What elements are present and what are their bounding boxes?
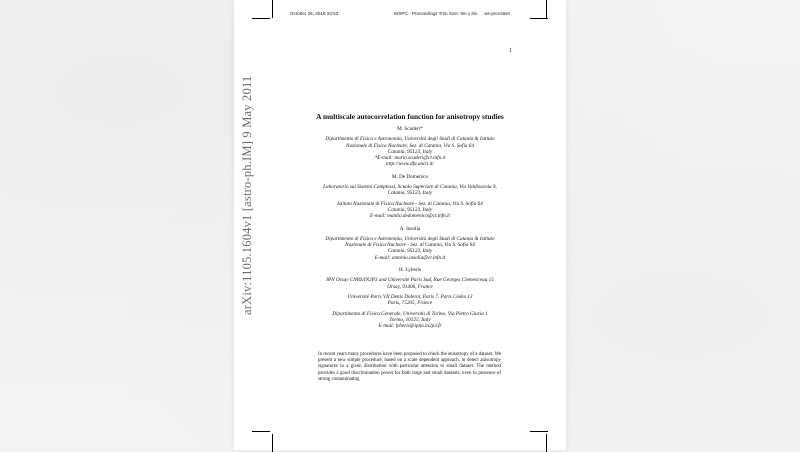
affiliation-line: Catania, 95123, Italy xyxy=(387,148,433,155)
crop-mark xyxy=(530,18,548,19)
abstract-text: In recent years many procedures have been proposed to check the anisotropy of a dataset. We present a new simple procedure, based on a scale dependent approach, to detect anisotropy signatures in a given distribution with particular attention to small dataset. The method provides a good discrimination power for both large and small datasets, even in presence of strong contaminating xyxy=(318,352,501,382)
affiliation-line: Catania, 95123, Italy xyxy=(387,190,433,197)
running-header xyxy=(290,11,510,19)
affiliation-line: Nazionale di Fisica Nucleare, Sez. di Catania, Via S. Sofia 64 xyxy=(346,142,474,149)
email: E-mail: lyberis@ipno.in2p3.fr xyxy=(378,323,442,330)
affiliation xyxy=(300,184,520,197)
email: E-mail: antonio.insolia@ct.infn.it xyxy=(374,254,446,261)
crop-mark xyxy=(252,431,270,432)
author-name: A. Insolia xyxy=(399,225,421,232)
arxiv-stamp: arXiv:1105.1604v1 [astro-ph.IM] 9 May 2011 xyxy=(240,75,254,315)
affiliation-line: Dipartimento di Fisica Generale, Università di Torino, Via Pietro Giuria 1 xyxy=(332,310,488,317)
header-file: ws-procs9x6 xyxy=(484,11,510,16)
affiliation xyxy=(300,236,520,261)
affiliation-line: Dipartimento di Fisica e Astronomia, Università degli Studi di Catania & Istituto xyxy=(325,136,495,143)
affiliation-line: Paris, 75205, France xyxy=(387,300,433,307)
affiliation-line: Catania, 95123, Italy xyxy=(387,248,433,255)
crop-mark xyxy=(546,434,547,452)
author-name: M. De Domenico xyxy=(391,173,429,180)
author-name: M. Scuderi* xyxy=(397,126,423,132)
affiliation-line: IPN Orsay CNRS/IN2P3 and Université Paris Sud, Rue Georges Clemenceau 15 xyxy=(326,277,494,284)
page-number: 1 xyxy=(509,48,512,54)
paper-title: A multiscale autocorrelation function for anisotropy studies xyxy=(316,112,504,121)
affiliation-line: Université Paris VII Denis Diderot, Paris 7, Paris Cédex 13 xyxy=(347,293,473,300)
affiliation xyxy=(300,277,520,290)
affiliation-line: Catania, 95123, Italy xyxy=(387,206,433,213)
affiliation-line: Dipartimento di Fisica e Astronomia, Università degli Studi di Catania & Istituto xyxy=(325,235,495,242)
crop-mark xyxy=(546,0,547,18)
website-link[interactable]: http://www.dfa.unict.it/ xyxy=(386,161,434,168)
affiliation xyxy=(300,311,520,330)
affiliation xyxy=(300,136,520,167)
author-block xyxy=(300,126,520,329)
affiliation-line: Istituto Nazionale di Fisica Nucleare - Sez. di Catania, Via S. Sofia 64 xyxy=(337,200,483,207)
affiliation-line: Laboratorio sui Sistemi Complessi, Scuola Superiore di Catania, Via Valdisavoia 9, xyxy=(323,184,497,191)
header-journal: WSPC - Proceedings Trim Size: 9in x 6in xyxy=(394,11,478,16)
crop-mark xyxy=(252,18,270,19)
crop-mark xyxy=(272,434,273,452)
author-name: H. Lyberis xyxy=(399,267,421,274)
affiliation-line: Nazionale di Fisica Nucleare - Sez. di Catania, Via S. Sofia 64 xyxy=(345,242,475,249)
affiliation-line: Orsay, 91406, France xyxy=(387,283,433,290)
email: *E-mail: mario.scuderi@ct.infn.it xyxy=(374,155,446,162)
crop-mark xyxy=(530,431,548,432)
affiliation xyxy=(300,201,520,220)
email: E-mail: manlio.dedomenico@ct.infn.it xyxy=(370,213,450,220)
header-date: October 26, 2018 20:53 xyxy=(290,11,339,16)
affiliation xyxy=(300,294,520,307)
crop-mark xyxy=(272,0,273,18)
affiliation-line: Torino, 10125, Italy xyxy=(389,316,431,323)
